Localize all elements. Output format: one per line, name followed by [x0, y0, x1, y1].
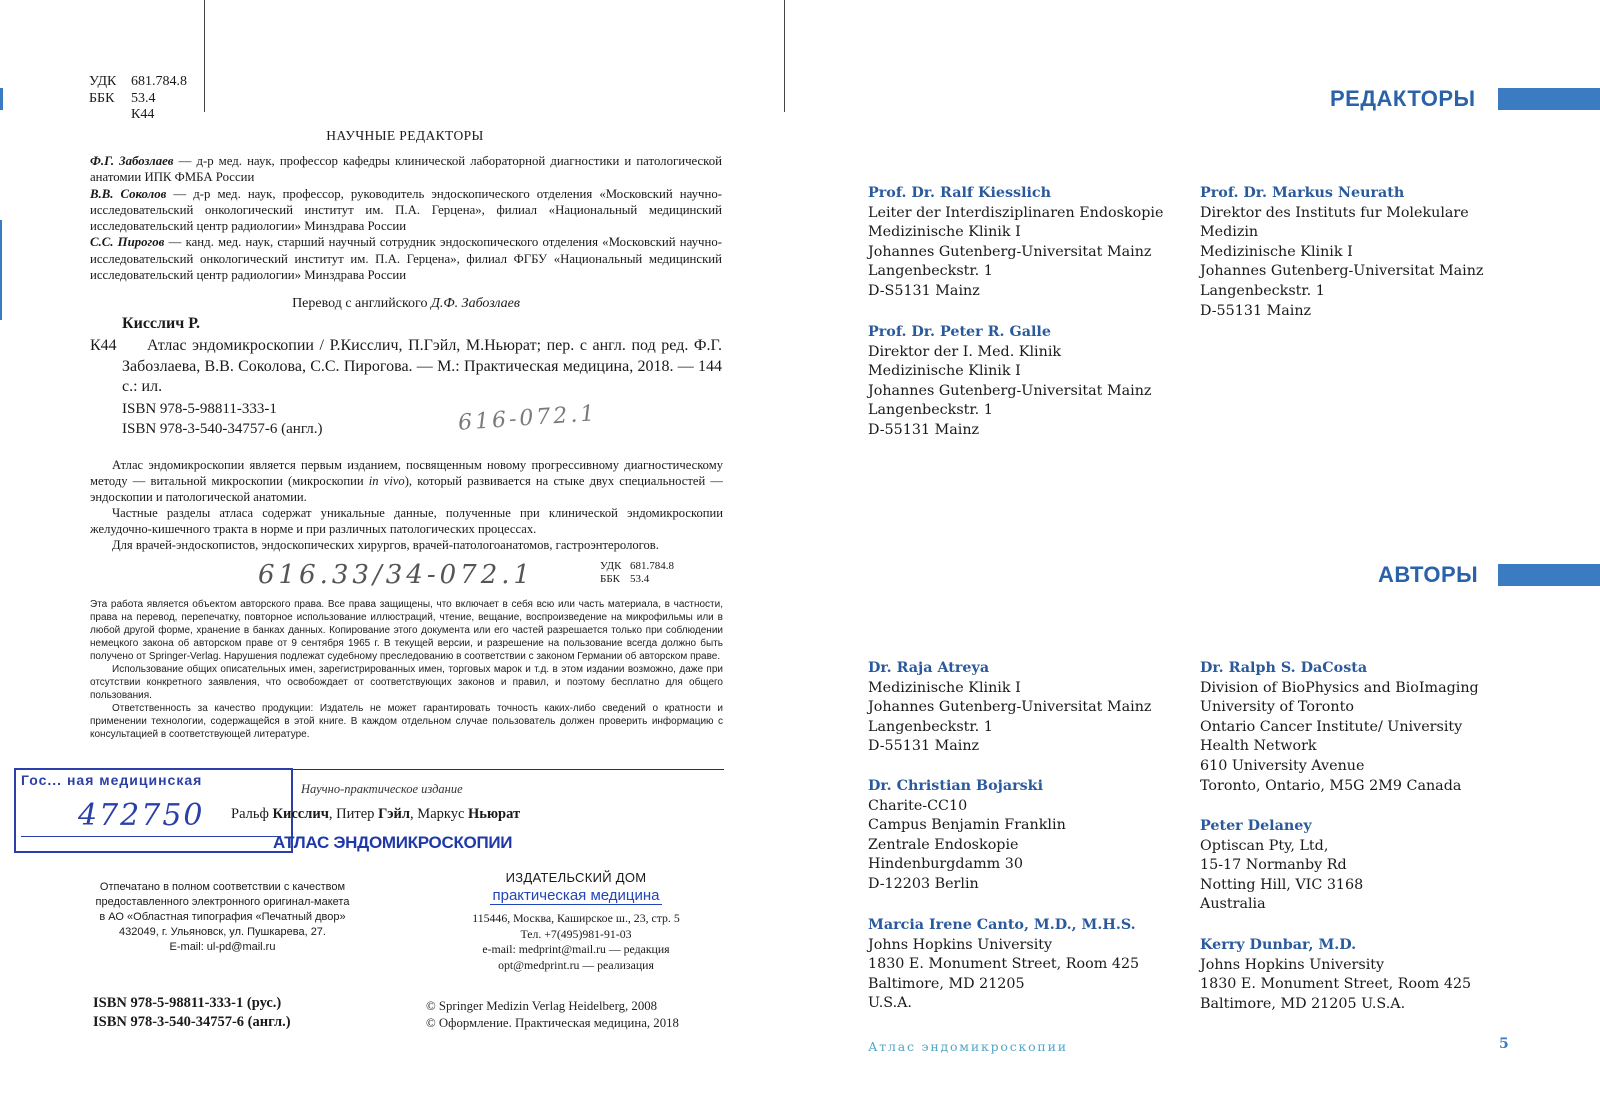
author-name: Marcia Irene Canto, M.D., M.H.S. [868, 917, 1136, 933]
udk-value: 681.784.8 [630, 560, 674, 572]
bbk-value: 53.4 [630, 573, 650, 585]
address-line: Direktor des Instituts fur Molekulare [1200, 204, 1469, 221]
address-line: Zentrale Endoskopie [868, 836, 1019, 853]
heading-bar [1498, 564, 1600, 586]
abstract-italic: in vivo [368, 474, 405, 488]
bbk-row [600, 573, 674, 586]
author-first: , Питер [328, 806, 379, 822]
address-line: Optiscan Pty, Ltd, [1200, 837, 1329, 854]
publisher-contacts [448, 911, 704, 973]
author-name: Dr. Raja Atreya [868, 660, 990, 676]
address-line: Health Network [1200, 738, 1317, 755]
address-line: 1830 E. Monument Street, Room 425 [868, 956, 1140, 973]
author-last: Гэйл [378, 806, 411, 822]
right-page [790, 0, 1600, 1116]
publisher-line: opt@medprint.ru — реализация [498, 957, 654, 972]
address-line: Medizin [1200, 224, 1259, 241]
stamp-text: Гос... ная медицинская [21, 772, 203, 788]
printing-line: E-mail: ul-pd@mail.ru [169, 941, 276, 953]
sci-editor-desc: — д-р мед. наук, профессор, руководитель эндоскопического отделения «Московский научно-исследовательский онкологический институт им. П.А. Герцена», филиал «Национальный медицинский исследовательский центр радиологии» Минздрава России [90, 186, 722, 234]
author-name: Kerry Dunbar, M.D. [1200, 937, 1357, 953]
authors-line [231, 806, 520, 823]
translation-prefix: Перевод с английского [292, 296, 431, 311]
left-page [0, 0, 790, 1116]
abstract-text: Атлас эндомикроскопии является первым изданием, посвященным новому прогрессивному диагностическому методу — витальной микроскопии (микроскопии [90, 458, 723, 488]
editors-heading: РЕДАКТОРЫ [1330, 86, 1476, 111]
address-line: Johns Hopkins University [868, 936, 1053, 953]
address-line: Johannes Gutenberg-Universitat Mainz [1200, 263, 1484, 280]
isbn-bottom [93, 994, 291, 1032]
author-entry [1200, 936, 1471, 1014]
address-line: Medizinische Klinik I [868, 679, 1021, 696]
copyright-block [426, 998, 679, 1032]
isbn-line: ISBN 978-3-540-34757-6 (англ.) [93, 1014, 291, 1030]
editor-entry [868, 323, 1151, 441]
address-line: Campus Benjamin Franklin [868, 817, 1066, 834]
sci-editor-name: Ф.Г. Забозлаев [90, 154, 174, 168]
publisher-logo-name: практическая медицина [492, 887, 660, 904]
sci-editor-entry [90, 234, 722, 283]
editor-entry [868, 184, 1163, 302]
address-line: Langenbeckstr. 1 [1200, 282, 1325, 299]
isbn-line: ISBN 978-5-98811-333-1 (рус.) [93, 995, 282, 1011]
author-entry [1200, 659, 1479, 796]
catalog-card-isbn [122, 399, 322, 439]
address-line: D-S5131 Mainz [868, 282, 980, 299]
publisher-line: e-mail: medprint@mail.ru — редакция [482, 942, 670, 956]
edition-type: Научно-практическое издание [301, 782, 463, 796]
udk-row [600, 560, 674, 573]
page-edge-mark [0, 88, 3, 110]
catalog-card-author: Кисслич Р. [122, 315, 201, 332]
sci-editors-title: НАУЧНЫЕ РЕДАКТОРЫ [326, 128, 484, 143]
legal-paragraph: Использование общих описательных имен, зарегистрированных имен, торговых марок и т.д. в этом издании возможно, даже при отсутствии конкретного заявления, что освобождает от соответствующих законов и правил, и поэтому бесплатно для общего пользования. [90, 664, 723, 701]
address-line: Johannes Gutenberg-Universitat Mainz [868, 243, 1152, 260]
publisher-line: Тел. +7(495)981-91-03 [520, 926, 632, 941]
printing-line: Отпечатано в полном соответствии с качеством [99, 881, 346, 893]
bbk-label: ББК [600, 573, 620, 585]
author-last: Ньюрат [468, 806, 521, 822]
handwritten-note: 616-072.1 [457, 401, 599, 436]
address-line: 15-17 Normanby Rd [1200, 857, 1347, 874]
page-edge-mark [0, 220, 2, 320]
publisher-line: 115446, Москва, Каширское ш., 23, стр. 5 [472, 911, 680, 925]
sci-editors-list [90, 153, 722, 283]
heading-bar [1498, 88, 1600, 110]
bbk-row [89, 91, 187, 108]
address-line: 1830 E. Monument Street, Room 425 [1200, 976, 1472, 993]
catalog-card-description: Атлас эндомикроскопии / Р.Кисслич, П.Гэйл, М.Ньюрат; пер. с англ. под ред. Ф.Г. Забозлаева, В.В. Соколова, С.С. Пирогова. — М.: Практическая медицина, 2018. — 144 с.: ил. [122, 337, 722, 395]
stamp-line [21, 836, 281, 837]
address-line: Direktor der I. Med. Klinik [868, 343, 1062, 360]
address-line: D-55131 Mainz [868, 421, 980, 438]
catalog-card-code: К44 [90, 337, 117, 354]
legal-paragraph: Ответственность за качество продукции: Издатель не может гарантировать точность каких-либо сведений о кратности и применении технологии, содержащейся в этой книге. В каждом отдельном случае пользователь должен проверить информацию с консультацией в соответствующей литературе. [90, 703, 723, 740]
address-line: Ontario Cancer Institute/ University [1200, 718, 1463, 735]
spine-rule [784, 0, 785, 112]
address-line: Langenbeckstr. 1 [868, 402, 993, 419]
udk-value: 681.784.8 [131, 74, 187, 89]
address-line: Baltimore, MD 21205 U.S.A. [1200, 995, 1406, 1012]
abstract [90, 457, 723, 553]
author-entry [868, 916, 1139, 1014]
address-line: Medizinische Klinik I [1200, 243, 1353, 260]
udk-label: УДК [600, 560, 622, 572]
copyright-line: © Оформление. Практическая медицина, 2018 [426, 1016, 679, 1030]
address-line: Medizinische Klinik I [868, 224, 1021, 241]
vertical-rule [204, 0, 205, 112]
author-code-row [89, 107, 187, 124]
printing-line: 432049, г. Ульяновск, ул. Пушкарева, 27. [119, 926, 326, 938]
editor-entry [1200, 184, 1483, 321]
address-line: Medizinische Klinik I [868, 363, 1021, 380]
sci-editor-name: В.В. Соколов [90, 186, 167, 201]
classification-block [89, 74, 187, 124]
editor-name: Prof. Dr. Markus Neurath [1200, 185, 1405, 201]
bbk-label: ББК [89, 90, 115, 106]
divider [292, 769, 724, 770]
udk-label: УДК [89, 74, 117, 89]
isbn-line: ISBN 978-5-98811-333-1 [122, 401, 277, 417]
address-line: Baltimore, MD 21205 [868, 975, 1025, 992]
running-footer: Атлас эндомикроскопии [868, 1039, 1068, 1054]
udk-row [89, 74, 187, 91]
address-line: Hindenburgdamm 30 [868, 856, 1023, 873]
editor-name: Prof. Dr. Ralf Kiesslich [868, 185, 1052, 201]
author-name: Dr. Ralph S. DaCosta [1200, 660, 1368, 676]
address-line: D-55131 Mainz [868, 738, 980, 755]
address-line: Johannes Gutenberg-Universitat Mainz [868, 382, 1152, 399]
address-line: Leiter der Interdisziplinaren Endoskopie [868, 204, 1164, 221]
bbk-value: 53.4 [131, 90, 156, 106]
author-entry [868, 659, 1151, 757]
author-entry [1200, 817, 1363, 915]
address-line: Division of BioPhysics and BioImaging [1200, 679, 1479, 696]
legal-notice [90, 598, 723, 741]
sci-editor-name: С.С. Пирогов [90, 235, 165, 250]
address-line: Australia [1200, 896, 1266, 913]
publisher-label: ИЗДАТЕЛЬСКИЙ ДОМ [505, 870, 647, 885]
stamp-number: 472750 [78, 798, 205, 833]
printing-line: предоставленного электронного оригинал-макета [95, 896, 350, 908]
handwritten-note: 616.33/34-072.1 [258, 560, 535, 590]
legal-paragraph: Эта работа является объектом авторского права. Все права защищены, что включает в себя всю или часть материала, в частности, права на перевод, перепечатку, повторное использование иллюстраций, чтение, вещание, воспроизведение на микрофильмы или в любой другой форме, хранение в банках данных. Копирование этого документа или его частей разрешается только при соблюдении немецкого закона об авторском праве от 9 сентября 1965 г. В текущей версии, и разрешение на пользование всегда должно быть получено от Springer-Verlag. Нарушения подлежат судебному преследованию в соответствии с законом Германии об авторском праве. [90, 599, 723, 662]
address-line: Toronto, Ontario, M5G 2M9 Canada [1200, 777, 1462, 794]
author-last: Кисслич [272, 806, 329, 822]
author-first: Ральф [231, 806, 273, 822]
sci-editor-desc: — канд. мед. наук, старший научный сотрудник эндоскопического отделения «Московский научно-исследовательский онкологический институт им. П.А. Герцена», филиал ФГБУ «Национальный медицинский исследовательский центр радиологии» Минздрава России [90, 235, 722, 283]
translation-credit [90, 296, 722, 312]
address-line: U.S.A. [868, 995, 912, 1012]
classification-small [600, 560, 674, 586]
sci-editor-entry [90, 186, 722, 235]
isbn-line: ISBN 978-3-540-34757-6 (англ.) [122, 421, 323, 437]
address-line: Johannes Gutenberg-Universitat Mainz [868, 699, 1152, 716]
address-line: D-12203 Berlin [868, 875, 979, 892]
code-label [89, 107, 131, 124]
printing-info [90, 880, 355, 955]
sci-editor-desc: — д-р мед. наук, профессор кафедры клинической лабораторной диагностики и патологической анатомии ИПК ФМБА России [90, 154, 722, 185]
author-entry [868, 777, 1066, 895]
page-number: 5 [1499, 1036, 1509, 1052]
sci-editor-entry [90, 153, 722, 186]
address-line: D-55131 Mainz [1200, 302, 1312, 319]
address-line: Johns Hopkins University [1200, 956, 1385, 973]
author-first: , Маркус [410, 806, 469, 822]
translator-name: Д.Ф. Забозлаев [430, 296, 520, 311]
address-line: Langenbeckstr. 1 [868, 718, 993, 735]
author-code-value: К44 [131, 107, 155, 122]
author-name: Dr. Christian Bojarski [868, 778, 1044, 794]
printing-line: в АО «Областная типография «Печатный двор» [99, 911, 346, 923]
authors-heading: АВТОРЫ [1378, 562, 1479, 587]
abstract-text: ), который развивается на стыке двух специальностей — эндоскопии и патологической анатомии. [90, 474, 723, 504]
author-name: Peter Delaney [1200, 818, 1312, 834]
abstract-paragraph [90, 457, 723, 505]
abstract-paragraph: Для врачей-эндоскопистов, эндоскопических хирургов, врачей-патологоанатомов, гастроэнтерологов. [112, 538, 659, 552]
address-line: 610 University Avenue [1200, 757, 1365, 774]
address-line: University of Toronto [1200, 699, 1354, 716]
abstract-paragraph: Частные разделы атласа содержат уникальные данные, полученные при клинической эндомикроскопии желудочно-кишечного тракта в норме и при различных патологических процессах. [90, 506, 723, 536]
publisher-block [448, 870, 704, 973]
copyright-line: © Springer Medizin Verlag Heidelberg, 2008 [426, 999, 658, 1013]
editor-name: Prof. Dr. Peter R. Galle [868, 324, 1051, 340]
address-line: Notting Hill, VIC 3168 [1200, 876, 1364, 893]
book-title: АТЛАС ЭНДОМИКРОСКОПИИ [273, 833, 513, 852]
address-line: Langenbeckstr. 1 [868, 263, 993, 280]
address-line: Charite-CC10 [868, 797, 968, 814]
